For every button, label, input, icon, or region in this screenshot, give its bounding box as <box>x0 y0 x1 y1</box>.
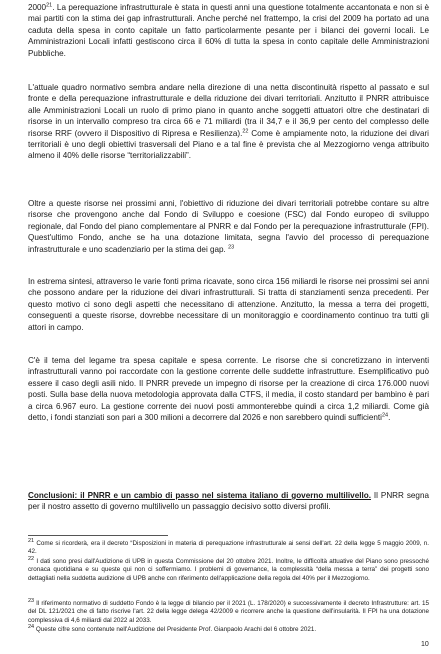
footnote-number: 23 <box>28 597 35 604</box>
paragraph-text: L'attuale quadro normativo sembra andare nella direzione di una netta discontinuità rispetto al passato e sul fronte e della perequazione infrastrutturale e della riduzione dei divari territoriali. Anzitutto il PNRR attribuisce alle Amministrazioni Locali un ruolo di primo piano in quanto anche soggetti attuatori oltre che destinatari di risorse in un intervallo compreso tra circa 66 e 71 miliardi (tra il 34,7 e il 36,9 per cento del complesso delle risorse RRF (ovvero il Dispositivo di Ripresa e Resilienza). <box>28 83 429 138</box>
paragraph-quadro-normativo <box>28 82 429 162</box>
footnote-ref-22[interactable]: 22 <box>242 127 249 134</box>
paragraph-text: Il PNRR segna per il nostro assetto di governo multilivello un passaggio decisivo sotto diversi profili. <box>28 491 429 512</box>
paragraph-text: Oltre a queste risorse nei prossimi anni, l'obiettivo di riduzione dei divari territoriali potrebbe contare su altre risorse che provengono anche dal Fondo di Sviluppo e coesione (FSC) dal Fondo europeo di sviluppo regionale, dal Fondo del piano complementare al PNRR e dal Fondo per la perequazione infrastrutturale (FPI). Quest'ultimo Fondo, anche se ha una dotazione limitata, segna l'avvio del processo di perequazione infrastrutturale e uno scadenziario per la stima dei gap. <box>28 199 429 254</box>
conclusions-heading: Conclusioni: il PNRR e un cambio di passo nel sistema italiano di governo multilivello. <box>28 491 371 500</box>
footnote-ref-23[interactable]: 23 <box>228 243 235 250</box>
year-text: 2000 <box>28 3 47 12</box>
footnote-separator <box>28 535 168 536</box>
footnote-number: 21 <box>28 537 35 544</box>
paragraph-text: In estrema sintesi, attraverso le varie fonti prima ricavate, sono circa 156 miliardi le risorse nei prossimi sei anni che possono andare per la riduzione dei divari infrastrutturali. Si tratta di stanziamenti senza precedenti. Per questo motivo ci sono degli aspetti che necessitano di attenzione. Anzitutto, la messa a terra dei progetti, conseguenti a queste risorse, dovrebbe necessitare di un monitoraggio e coordinamento continuo tra tutti gli attori in campo. <box>28 277 429 332</box>
footnote-ref-21[interactable]: 21 <box>46 2 53 9</box>
footnote-21 <box>28 537 429 557</box>
page-number: 10 <box>421 641 429 648</box>
footnote-24 <box>28 623 429 634</box>
footnote-number: 22 <box>28 555 35 562</box>
paragraph-altre-risorse <box>28 198 429 255</box>
footnote-number: 24 <box>28 623 35 630</box>
paragraph-text-continued: Come è ampiamente noto, la riduzione dei divari territoriali è uno degli obiettivi trasversali del Piano e a tal fine è prevista che al Mezzogiorno venga attribuito almeno il 40% delle risorse “territorializzabili”. <box>28 128 429 161</box>
paragraph-conclusioni <box>28 490 429 513</box>
footnote-ref-24[interactable]: 24 <box>381 412 389 419</box>
footnote-23 <box>28 597 429 625</box>
paragraph-spesa-corrente <box>28 355 429 423</box>
footnote-text: Il riferimento normativo di suddetto Fondo è la legge di bilancio per il 2021 (L. 178/2020) e successivamente il decreto Infrastrutture: art. 15 del DL 121/2021 che di fatto riscrive l'art. 22 della legge delega 42/2009 e ricorrere anche la questione dell'insularità. Il FPI ha una dotazione complessiva di 4,6 miliardi dal 2022 al 2033. <box>28 600 429 624</box>
footnote-text: I dati sono presi dall'Audizione di UPB in questa Commissione del 20 ottobre 2021. Inoltre, le difficoltà attuative del Piano sono pressoché cronaca quotidiana e su queste qui non ci soffermiamo. I problemi di governance, la complessità “della messa a terra” dei progetti sono dettagliati nella suddetta audizione di UPB anche con riferimento dell'applicazione della regola del 40% per il Mezzogiorno. <box>28 558 429 582</box>
paragraph-sintesi <box>28 276 429 333</box>
footnote-text: Come si ricorderà, era il decreto “Disposizioni in materia di perequazione infrastrutturale ai sensi dell'art. 22 della legge 5 maggio 2009, n. 42. <box>28 540 429 556</box>
footnote-text: Queste cifre sono contenute nell'Audizione del Presidente Prof. Gianpaolo Arachi del 6 ottobre 2021. <box>34 626 317 633</box>
footnote-22 <box>28 555 429 583</box>
paragraph-text: . La perequazione infrastrutturale è stata in questi anni una questione totalmente accantonata e non si è mai partiti con la stima dei gap infrastrutturali. Anche perché nel frattempo, la crisi del 2009 ha portato ad una caduta della spesa in conto capitale un fatto particolarmente pesante per i bilanci dei governi locali. Le Amministrazioni Locali infatti gestiscono circa il 60% di tutta la spesa in conto capitale delle Amministrazioni Pubbliche. <box>28 3 429 58</box>
paragraph-gap-infrastrutturali <box>28 2 429 59</box>
paragraph-text: C'è il tema del legame tra spesa capitale e spesa corrente. Le risorse che si concretizzano in interventi infrastrutturali vanno poi raccordate con la gestione corrente delle suddette infrastrutture. Esemplificativo può essere il caso degli asili nido. Il PNRR prevede un impegno di risorse per la creazione di circa 176.000 nuovi posti. Sulla base della nuova metodologia approvata dalla CTFS, il media, il costo standard per bambino è pari a circa 6.967 euro. La gestione corrente dei nuovi posti ammonterebbe quindi a circa 1,2 miliardi. Come già detto, i fondi stanziati son pari a 300 milioni a decorrere dal 2026 e non sarebbero quindi sufficienti <box>28 356 429 423</box>
paragraph-text-continued: . <box>388 413 391 423</box>
